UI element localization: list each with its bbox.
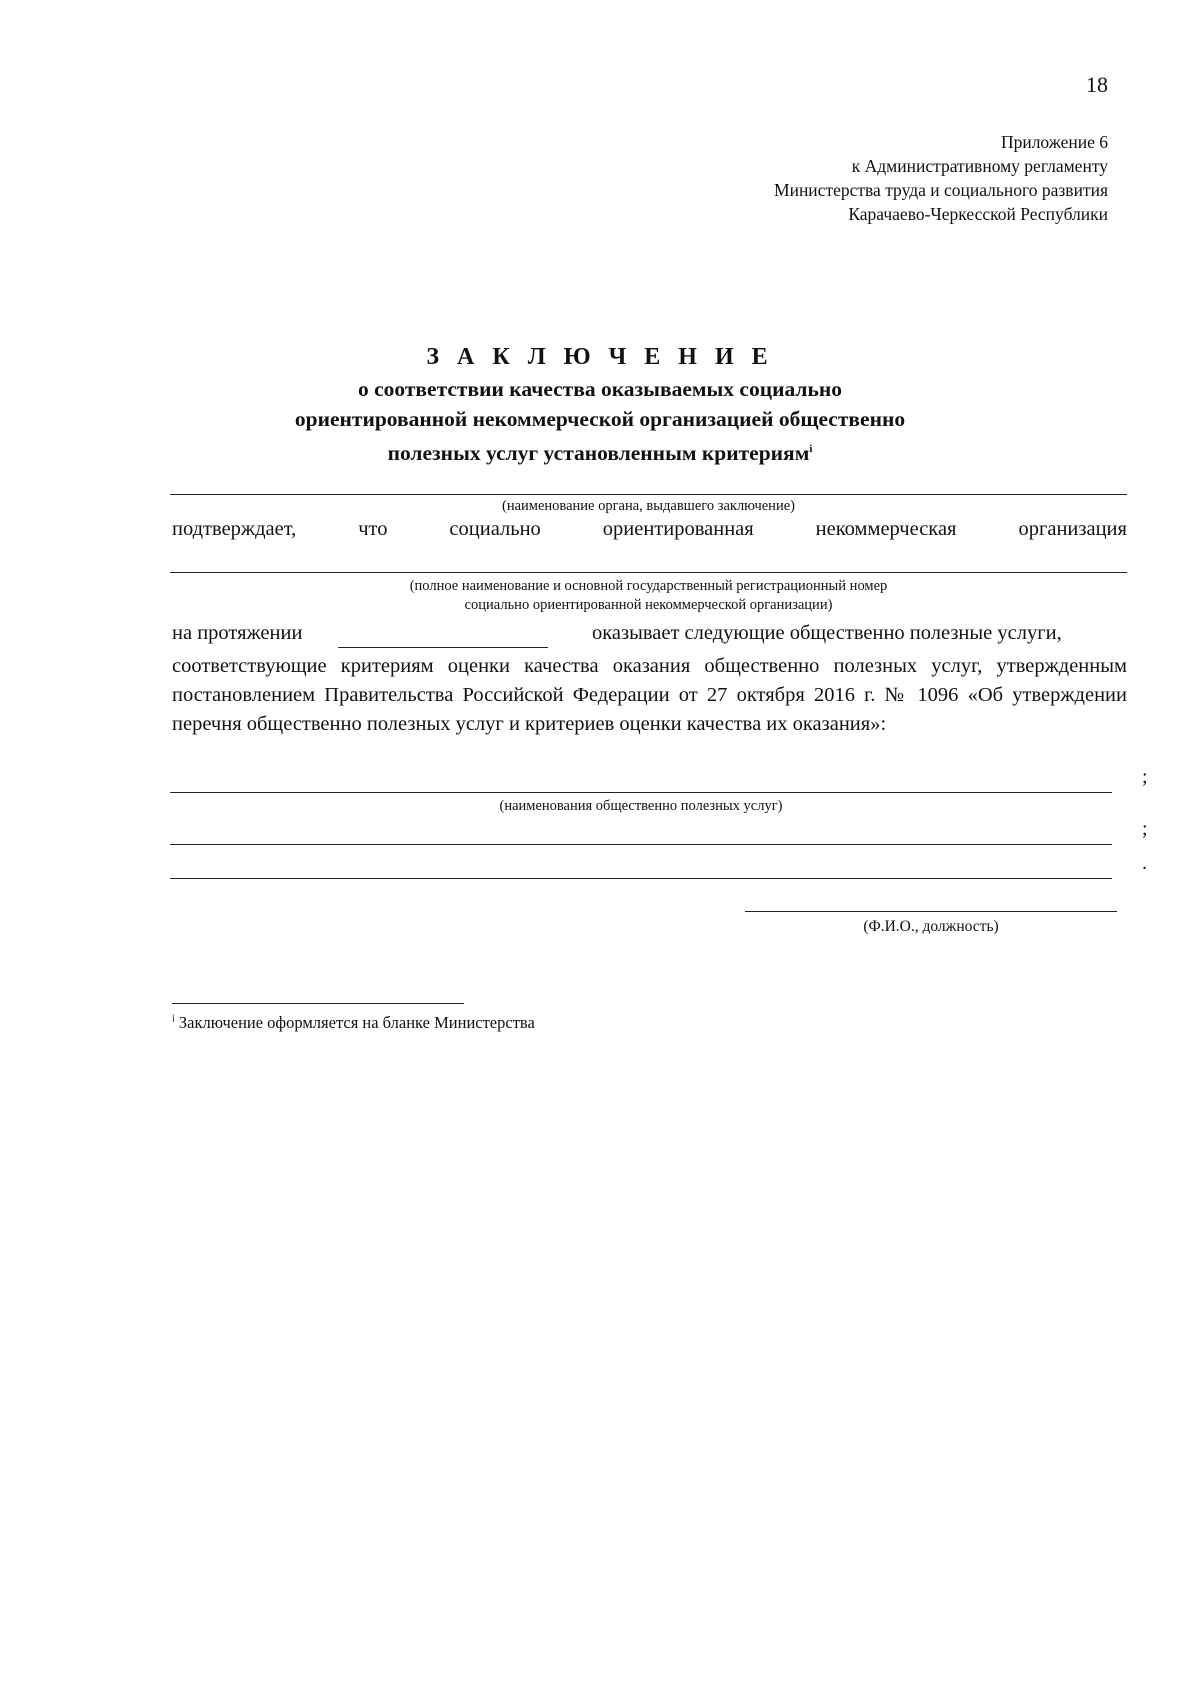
services-field-line [170,878,1112,879]
title-main: З А К Л Ю Ч Е Н И Е [426,344,774,370]
title-line: полезных услуг установленным критериям [387,441,810,466]
services-field-line [170,792,1112,793]
signature-field-line [745,911,1117,912]
list-mark: ; [1142,818,1148,840]
organization-field-line [170,572,1127,573]
body-paragraph: соответствующие критериям оценки качества оказания общественно полезных услуг, утвержденным постановлением Правительства Российской Федерации от 27 октября 2016 г. № 1096 «Об утверждении перечня общественно полезных услуг и критериев оценки качества их оказания»: [172,655,1127,735]
confirm-word: социально [449,518,541,540]
appendix-header [774,130,1108,226]
appendix-line: Карачаево-Черкесской Республики [848,204,1108,224]
appendix-line: Министерства труда и социального развития [774,180,1108,200]
appendix-line: к Административному регламенту [851,156,1108,176]
footnote-text: Заключение оформляется на бланке Министерства [178,1013,535,1032]
issuing-body-caption: (наименование органа, выдавшего заключение) [502,498,795,514]
title-line-last [0,434,1200,468]
document-title [0,340,1200,468]
footnote [172,1013,535,1033]
list-mark: . [1142,852,1147,874]
confirm-word: что [358,518,388,540]
services-field-line [170,844,1112,845]
confirm-word: ориентированная [602,518,754,540]
confirm-word: организация [1018,518,1127,540]
services-caption: (наименования общественно полезных услуг) [499,798,783,814]
footnote-marker: i [172,1013,175,1025]
footnote-separator [172,1003,464,1004]
issuing-body-field-line [170,494,1127,495]
page-number: 18 [1086,72,1108,97]
confirm-row [172,518,1127,541]
period-field-line [338,647,548,648]
caption-line: (полное наименование и основной государственный регистрационный номер [409,578,888,594]
title-line: ориентированной некоммерческой организацией общественно [294,407,906,431]
caption-line: социально ориентированной некоммерческой организации) [464,597,833,613]
appendix-line: Приложение 6 [1000,132,1108,152]
organization-caption [170,577,1127,615]
footnote-ref: i [809,443,813,455]
confirm-word: подтверждает, [172,518,297,540]
signature-caption: (Ф.И.О., должность) [863,918,999,935]
list-mark: ; [1142,766,1148,788]
title-line: о соответствии качества оказываемых социально [357,377,843,401]
period-label: на протяжении [172,622,303,644]
period-tail: оказывает следующие общественно полезные услуги, [592,622,1062,644]
confirm-word: некоммерческая [815,518,957,540]
